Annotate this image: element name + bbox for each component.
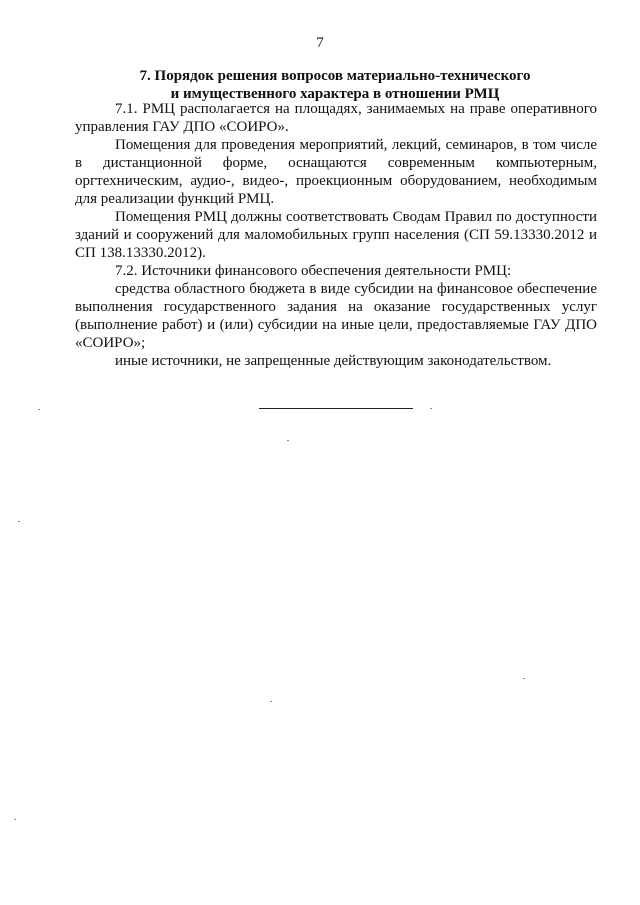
scan-speck [430, 408, 432, 409]
scan-speck [14, 819, 16, 820]
paragraph-accessibility-rules: Помещения РМЦ должны соответствовать Сводам Правил по доступности зданий и сооружений для маломобильных групп населения (СП 59.13330.2012 и СП 138.13330.2012). [75, 209, 597, 261]
scan-speck [523, 678, 525, 679]
paragraph-7-2-funding-sources: 7.2. Источники финансового обеспечения деятельности РМЦ: [115, 263, 512, 279]
scan-speck [287, 440, 289, 441]
section-title-line-2: и имущественного характера в отношении РМЦ [170, 86, 500, 102]
paragraph-regional-budget: средства областного бюджета в виде субсидии на финансовое обеспечение выполнения государственного задания на оказание государственных услуг (выполнение работ) и (или) субсидии на иные цели, предоставляемые ГАУ ДПО «СОИРО»; [75, 281, 597, 351]
paragraph-7-1-location: 7.1. РМЦ располагается на площадях, занимаемых на праве оперативного управления ГАУ ДПО «СОИРО». [75, 101, 597, 135]
scan-speck [38, 409, 40, 410]
section-body [75, 100, 597, 370]
paragraph-premises-equipment: Помещения для проведения мероприятий, лекций, семинаров, в том числе в дистанционной форме, оснащаются современным компьютерным, оргтехническим, аудио-, видео-, проекционным оборудованием, необходимым для реализации функций РМЦ. [75, 137, 597, 207]
paragraph-other-sources: иные источники, не запрещенные действующим законодательством. [115, 353, 552, 369]
scan-speck [270, 701, 272, 702]
page-number: 7 [316, 35, 324, 51]
section-title-line-1: 7. Порядок решения вопросов материально-технического [139, 68, 531, 84]
section-end-divider [259, 408, 413, 409]
section-heading [70, 67, 600, 103]
scan-speck [18, 521, 20, 522]
